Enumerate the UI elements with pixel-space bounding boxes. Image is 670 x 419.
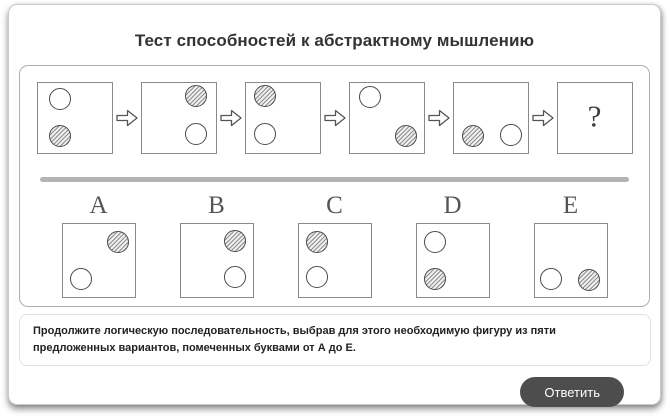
option-letter-D: D bbox=[443, 192, 462, 219]
test-card bbox=[8, 4, 661, 405]
option-letter-E: E bbox=[562, 192, 579, 219]
hatched-circle bbox=[462, 125, 484, 147]
hatched-circle bbox=[224, 230, 246, 252]
empty-circle bbox=[49, 88, 71, 110]
page-title: Тест способностей к абстрактному мышлению bbox=[134, 31, 535, 50]
empty-circle bbox=[306, 266, 328, 288]
empty-circle bbox=[359, 86, 381, 108]
option-E bbox=[534, 190, 608, 298]
hatched-circle bbox=[185, 85, 207, 107]
option-B bbox=[180, 190, 254, 298]
empty-circle bbox=[185, 123, 207, 145]
arrow-right-icon bbox=[428, 109, 450, 127]
puzzle-panel bbox=[19, 65, 650, 307]
option-box-C[interactable] bbox=[298, 223, 372, 298]
option-C bbox=[298, 190, 372, 298]
sequence-box-4 bbox=[349, 82, 425, 154]
arrow-right-icon bbox=[324, 109, 346, 127]
hatched-circle bbox=[49, 125, 71, 147]
hatched-circle bbox=[306, 231, 328, 253]
sequence-box-1 bbox=[37, 82, 113, 154]
footer bbox=[9, 366, 660, 407]
option-A bbox=[62, 190, 136, 298]
option-box-B[interactable] bbox=[180, 223, 254, 298]
question-mark: ? bbox=[587, 98, 602, 134]
option-box-D[interactable] bbox=[416, 223, 490, 298]
empty-circle bbox=[70, 268, 92, 290]
instruction-text: Продолжите логическую последовательность, выбрав для этого необходимую фигуру из пяти предложенных вариантов, помеченных буквами от А до Е. bbox=[33, 325, 556, 355]
sequence-box-3 bbox=[245, 82, 321, 154]
arrow-right-icon bbox=[116, 109, 138, 127]
answer-button[interactable]: Ответить bbox=[520, 377, 624, 407]
hatched-circle bbox=[395, 125, 417, 147]
option-letter-B: B bbox=[208, 192, 225, 219]
empty-circle bbox=[424, 231, 446, 253]
option-box-E[interactable] bbox=[534, 223, 608, 298]
option-D bbox=[416, 190, 490, 298]
empty-circle bbox=[540, 268, 562, 290]
hatched-circle bbox=[578, 269, 600, 291]
arrow-right-icon bbox=[220, 109, 242, 127]
option-box-A[interactable] bbox=[62, 223, 136, 298]
sequence-box-6 bbox=[557, 82, 633, 154]
hatched-circle bbox=[107, 231, 129, 253]
arrow-right-icon bbox=[532, 109, 554, 127]
empty-circle bbox=[224, 266, 246, 288]
option-letter-C: C bbox=[326, 192, 343, 219]
empty-circle bbox=[254, 123, 276, 145]
hatched-circle bbox=[254, 85, 276, 107]
instruction-panel bbox=[19, 314, 651, 366]
sequence-box-5 bbox=[453, 82, 529, 154]
options-row bbox=[20, 190, 649, 298]
sequence-box-2 bbox=[141, 82, 217, 154]
sequence-row bbox=[20, 82, 649, 154]
empty-circle bbox=[500, 124, 522, 146]
option-letter-A: A bbox=[89, 192, 108, 219]
hatched-circle bbox=[424, 268, 446, 290]
divider bbox=[40, 177, 629, 182]
